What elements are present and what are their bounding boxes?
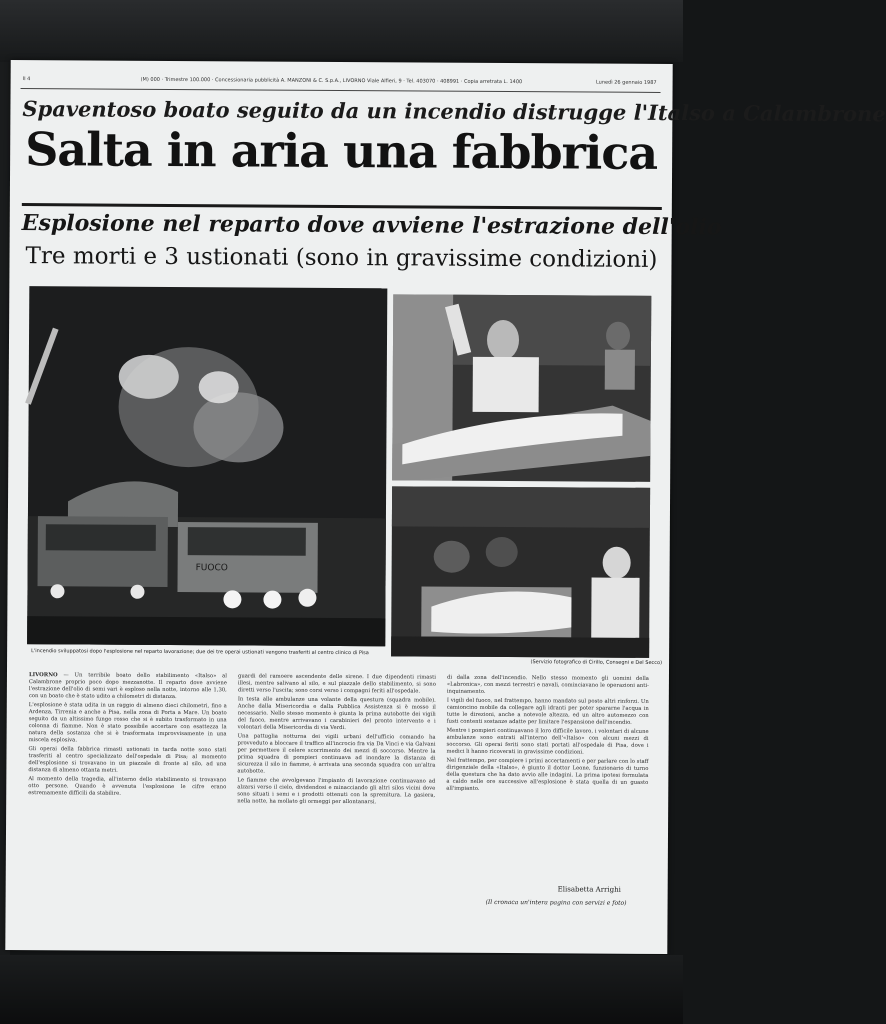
photo-fire-trucks — [27, 286, 387, 646]
main-headline: Salta in aria una fabbrica — [25, 122, 658, 180]
article-column-1 — [27, 672, 227, 941]
continuation-note: (Il cronaca un'intera pagina con servizi e foto) — [485, 898, 627, 907]
newspaper-page — [5, 60, 886, 954]
article-paragraph: LIVORNO — Un terribile boato dello stabilimento «Italso» al Calambrone proprio poco dopo mezzanotte. Il reparto dove avviene l'estrazione dell'olio di semi vari è esploso nella notte, intorno alle 1,30, con un boato che è stato udito a chilometri di distanza. — [28, 672, 227, 701]
display-frame-bottom — [0, 955, 683, 1024]
article-paragraph: Una pattuglia notturna dei vigili urbani dell'ufficio comando ha provveduto a bloccare il traffico all'incrocio fra via Da Vinci e via Galvani per permettere il celere scorrimento dei mezzi di soccorso. Mentre la prima squadra di pompieri continuava ad inondare la distanza di sicurezza il silo in fiamme, è arrivata una seconda squadra con un'altra autobotte. — [237, 733, 436, 775]
article-paragraph: Mentre i pompieri continuavano il loro difficile lavoro, i volontari di alcune ambulanze sono entrati all'interno dell'«Italso» con alcuni mezzi di soccorso. Gli operai feriti sono stati portati all'ospedale di Pisa, dove i medici li hanno ricoverati in gravissime condizioni. — [446, 727, 649, 756]
truck-label-text: FUOCO — [195, 563, 228, 574]
kicker-headline: Spaventoso boato seguito da un incendio distrugge l'Italso a Calambrone — [22, 96, 886, 127]
photo-caption: L'incendio sviluppatosi dopo l'esplosione nel reparto lavorazione; due dei tre operai ustionati vengono trasferiti al centro clinico di Pisa — [31, 648, 369, 657]
article-column-2 — [236, 673, 436, 942]
article-paragraph: I vigili del fuoco, nel frattempo, hanno mandato sul posto altri rinforzi. Un camioncino mobile da collegare agli idranti per poter spararne l'acqua in tutte le direzioni, anche a notevole altezza, ed un altro automezzo con fusti contenti sostanze adatte per limitare l'espansione dell'incendio. — [446, 697, 649, 726]
masthead-page-number: II 4 — [22, 76, 31, 83]
article-paragraph: Nel frattempo, per compiere i primi accertamenti e per parlare con lo staff dirigenziale della «Italso», è giunto il dottor Leone, funzionario di turno della questura che ha dato avvio alle indagini. La prima ipotesi formulata a caldo nelle ore successive all'esplosione è stata quella di un guasto all'impianto. — [446, 757, 649, 792]
article-paragraph: In testa alle ambulanze una volante della questura (squadra mobile). Anche dalla Misericordia e dalla Pubblica Assistenza si è mosso il necessario. Nello stesso momento è giunta la prima autobotte dei vigili del fuoco, mentre arrivavano i carabinieri del pronto intervento e i volontari della Misericordia di via Verdi. — [237, 696, 436, 732]
article-paragraph: guardi del ramoere ascendente delle sirene. I due dipendenti rimasti illesi, mentre salivano al silo, e sul piazzale dello stabilimento, si sono diretti verso l'uscita; sono corsi verso i compagni feriti all'ospedale. — [237, 673, 436, 695]
subheadline-casualties: Tre morti e 3 ustionati (sono in gravissime condizioni) — [25, 243, 658, 273]
masthead-strip — [21, 72, 661, 93]
article-paragraph: Al momento della tragedia, all'interno dello stabilimento si trovavano otto persone. Quando è avvenuta l'esplosione le cifre erano estremamente difficili da stabilire. — [28, 776, 227, 797]
article-paragraph: di dalla zona dell'incendio. Nello stesso momento gli uomini della «Labronica», con mezzi terrestri e navali, cominciavano le operazioni anti-inquinamento. — [446, 674, 649, 695]
headline-rule — [22, 203, 662, 210]
article-dateline: LIVORNO — [28, 672, 58, 679]
photo-credit: (Servizio fotografico di Cirillo, Consegni e Del Secco) — [530, 659, 663, 666]
article-paragraph: Gli operai della fabbrica rimasti ustionati in tarda notte sono stati trasferiti al centro specializzato dell'ospedale di Pisa; al momento dell'esplosione si trovavano in un piazzale di fronte al silo, ad una distanza di almeno ottanta metri. — [28, 746, 227, 774]
photo-stretcher — [392, 294, 651, 482]
article-column-3 — [446, 675, 649, 881]
masthead-info: (M) 000 · Trimestre 100.000 · Concessionaria pubblicità A. MANZONI & C. S.p.A., LIVORNO Viale Alfieri, 9 · Tel. 403070 · 408991 · Copia arretrata L. 1400 — [140, 76, 523, 86]
subheadline-explosion: Esplosione nel reparto dove avviene l'estrazione dell'olio — [21, 210, 722, 241]
article-paragraph: Le fiamme che avvolgevano l'impianto di lavorazione continuavano ad alzarsi verso il cielo, dividendosi e minacciando gli altri silos vicini dove sono situati i semi e i prodotti ottenuti con la spremitura. La gasiera, nella notte, ha mollato gli ormeggi per allontanarsi. — [237, 777, 436, 806]
article-paragraph: L'esplosione è stata udita in un raggio di almeno dieci chilometri, fino a Ardenza, Tirrenia e anche a Pisa, nella zona di Porta a Mare. Un boato seguito da un altissimo fungo rosso che si è subito trasformato in una colonna di fiamme. Non è stato possibile accertare con esattezza la natura della sostanza che si è trasformata improvvisamente in una miscela esplosiva. — [28, 702, 227, 744]
photo-ambulance — [391, 486, 650, 658]
author-signature: Elisabetta Arrighi — [557, 885, 621, 894]
display-frame-top — [0, 0, 683, 62]
masthead-date: Lunedì 26 gennaio 1987 — [595, 79, 657, 86]
